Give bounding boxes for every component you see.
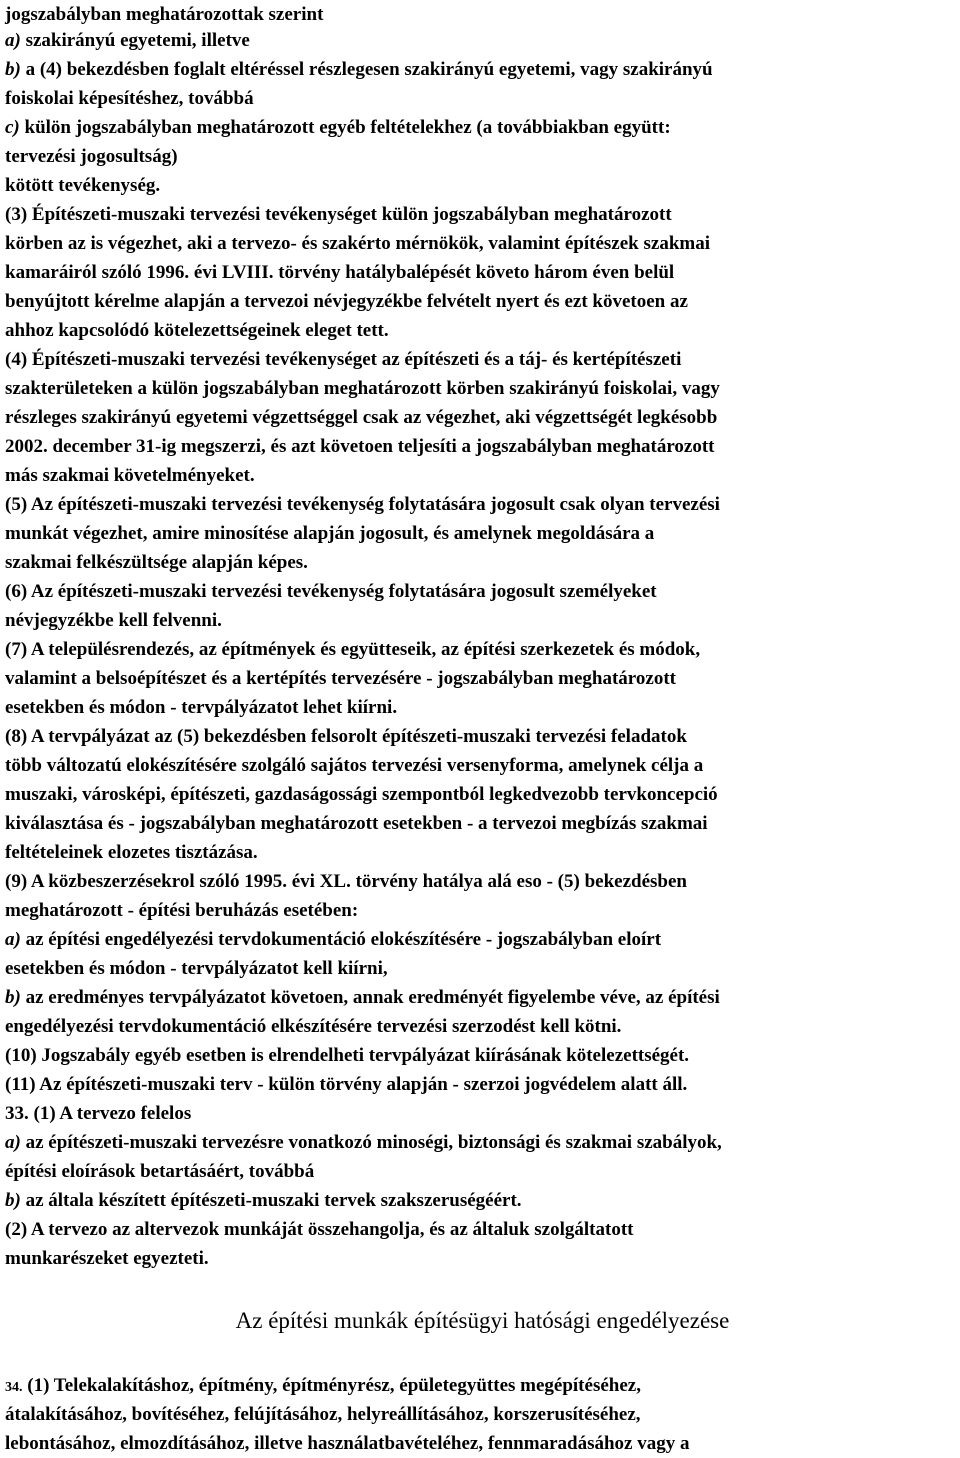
- text-line: építési eloírások betartásáért, továbbá: [5, 1161, 315, 1182]
- text-line: b) az eredményes tervpályázatot követoen, annak eredményét figyelembe véve, az építési: [5, 987, 720, 1008]
- text-line: c) külön jogszabályban meghatározott egyéb feltételekhez (a továbbiakban együtt:: [5, 117, 671, 138]
- text-line: részleges szakirányú egyetemi végzettséggel csak az végezhet, aki végzettségét legkésobb: [5, 407, 718, 428]
- text-line: b) a (4) bekezdésben foglalt eltéréssel részlegesen szakirányú egyetemi, vagy szakirányú: [5, 59, 713, 80]
- text-line: (2) A tervezo az altervezok munkáját összehangolja, és az általuk szolgáltatott: [5, 1219, 634, 1240]
- text-line: (3) Építészeti-muszaki tervezési tevékenységet külön jogszabályban meghatározott: [5, 204, 672, 225]
- text-line: körben az is végezhet, aki a tervezo- és szakérto mérnökök, valamint építészek szakmai: [5, 233, 710, 254]
- text-line: esetekben és módon - tervpályázatot kell kiírni,: [5, 958, 388, 979]
- text-line: (9) A közbeszerzésekrol szóló 1995. évi XL. törvény hatálya alá eso - (5) bekezdésben: [5, 871, 687, 892]
- text-line: 34. (1) Telekalakításhoz, építmény, építményrész, épületegyüttes megépítéséhez,: [5, 1375, 641, 1396]
- text-line: a) az építészeti-muszaki tervezésre vonatkozó minoségi, biztonsági és szakmai szabályok,: [5, 1132, 722, 1153]
- text-line: (6) Az építészeti-muszaki tervezési tevékenység folytatására jogosult személyeket: [5, 581, 657, 602]
- text-line: szakterületeken a külön jogszabályban meghatározott körben szakirányú foiskolai, vagy: [5, 378, 720, 399]
- text-line: b) az általa készített építészeti-muszaki tervek szakszeruségéért.: [5, 1190, 522, 1211]
- section-heading: Az építési munkák építésügyi hatósági engedélyezése: [235, 1308, 730, 1333]
- list-marker: b): [5, 987, 21, 1008]
- text-line: lebontásához, elmozdításához, illetve használatbavételéhez, fennmaradásához vagy a: [5, 1433, 690, 1454]
- text-line: feltételeinek elozetes tisztázása.: [5, 842, 258, 863]
- text-line: ahhoz kapcsolódó kötelezettségeinek eleget tett.: [5, 320, 389, 341]
- text-line: foiskolai képesítéshez, továbbá: [5, 88, 254, 109]
- text-line: a) szakirányú egyetemi, illetve: [5, 30, 250, 51]
- text-line: valamint a belsoépítészet és a kertépítés tervezésére - jogszabályban meghatározott: [5, 668, 676, 689]
- text-line: meghatározott - építési beruházás esetében:: [5, 900, 359, 921]
- text-line: munkarészeket egyezteti.: [5, 1248, 209, 1269]
- text-line: esetekben és módon - tervpályázatot lehet kiírni.: [5, 697, 398, 718]
- list-marker: c): [5, 117, 20, 138]
- list-marker: a): [5, 1132, 21, 1153]
- list-marker: a): [5, 929, 21, 950]
- text-line: a) az építési engedélyezési tervdokumentáció elokészítésére - jogszabályban eloírt: [5, 929, 662, 950]
- text-line: több változatú elokészítésére szolgáló sajátos tervezési versenyforma, amelynek célja a: [5, 755, 704, 776]
- text-line: muszaki, városképi, építészeti, gazdaságossági szempontból legkedvezobb tervkoncepció: [5, 784, 718, 805]
- text-line: benyújtott kérelme alapján a tervezoi névjegyzékbe felvételt nyert és ezt követoen az: [5, 291, 688, 312]
- text-line: szakmai felkészültsége alapján képes.: [5, 552, 308, 573]
- list-marker: a): [5, 30, 21, 51]
- text-line: engedélyezési tervdokumentáció elkészítésére tervezési szerzodést kell kötni.: [5, 1016, 622, 1037]
- text-line: (7) A településrendezés, az építmények és együtteseik, az építési szerkezetek és módok,: [5, 639, 701, 660]
- text-line: 2002. december 31-ig megszerzi, és azt követoen teljesíti a jogszabályban meghatározott: [5, 436, 715, 457]
- text-line: (8) A tervpályázat az (5) bekezdésben felsorolt építészeti-muszaki tervezési feladatok: [5, 726, 687, 747]
- text-line: (5) Az építészeti-muszaki tervezési tevékenység folytatására jogosult csak olyan tervezési: [5, 494, 720, 515]
- text-line: (4) Építészeti-muszaki tervezési tevékenységet az építészeti és a táj- és kertépítészeti: [5, 349, 682, 370]
- list-marker: b): [5, 1190, 21, 1211]
- text-line: kötött tevékenység.: [5, 175, 161, 196]
- text-line: tervezési jogosultság): [5, 146, 178, 167]
- text-line: más szakmai követelményeket.: [5, 465, 255, 486]
- section-number: 34.: [5, 1380, 23, 1395]
- text-line: kamaráiról szóló 1996. évi LVIII. törvény hatálybalépését követo három éven belül: [5, 262, 675, 283]
- list-marker: b): [5, 59, 21, 80]
- text-line: jogszabályban meghatározottak szerint: [5, 4, 324, 25]
- text-line: átalakításához, bovítéséhez, felújításához, helyreállításához, korszerusítéséhez,: [5, 1404, 641, 1425]
- text-line: kiválasztása és - jogszabályban meghatározott esetekben - a tervezoi megbízás szakmai: [5, 813, 708, 834]
- text-line: (11) Az építészeti-muszaki terv - külön törvény alapján - szerzoi jogvédelem alatt áll.: [5, 1074, 688, 1095]
- text-line: 33. (1) A tervezo felelos: [5, 1103, 192, 1124]
- text-line: névjegyzékbe kell felvenni.: [5, 610, 222, 631]
- text-line: munkát végezhet, amire minosítése alapján jogosult, és amelynek megoldására a: [5, 523, 655, 544]
- text-line: (10) Jogszabály egyéb esetben is elrendelheti tervpályázat kiírásának kötelezettségét.: [5, 1045, 690, 1066]
